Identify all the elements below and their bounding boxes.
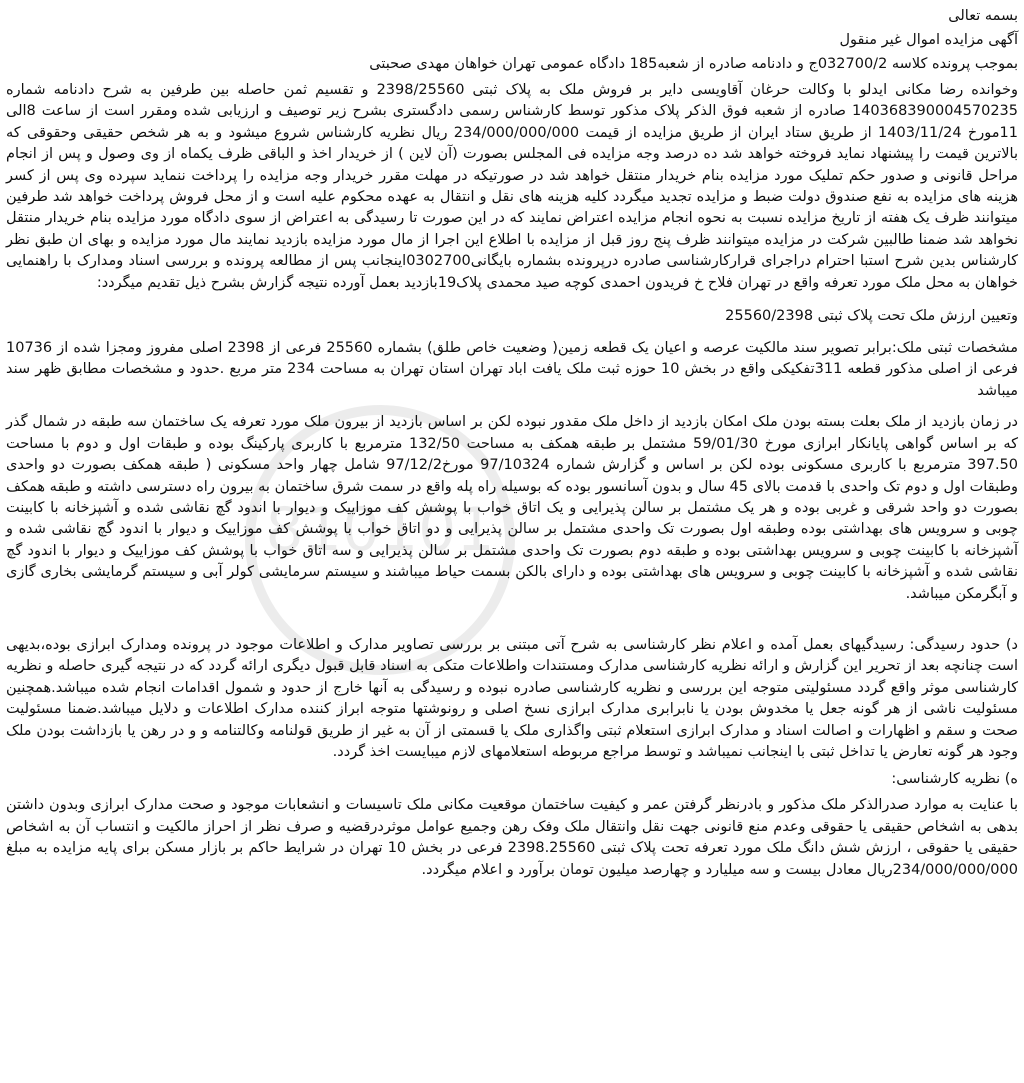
scope-paragraph: د) حدود رسیدگی: رسیدگیهای بعمل آمده و اعلام نظر کارشناسی به شرح آتی مبتنی بر بررسی تصاویر مدارک و اطلاعات موجود در پرونده ومدارک ابرازی بوده،بدیهی است چنانچه بعد از تحریر این گزارش و ارائه نظریه کارشناسی مدارک ومستندات واطلاعات متکی به اسناد قابل قبول دیگری ارائه گردد که در نتیجه گیری حاصله و نظریه کارشناسی موثر واقع گردد مسئولیتی متوجه این بررسی و نظریه کارشناسی صادره نبوده و رسیدگی به آنها خارج از حدود و شمول اقدامات انجام شده میباشد.همچنین مسئولیت ناشی از هر گونه جعل یا مخدوش بودن یا نابرابری مدارک ابرازی نسخ اصلی و رونوشتها متوجه ابراز کننده مدارک اطلاعات و دلایل میباشد.ضمنا مسئولیت صحت و سقم و اظهارات و اصالت اسناد و مدارک ابرازی استعلام ثبتی واگذاری ملک یا قسمتی از آن به غیر از طریق قولنامه وکالتنامه و و در رهن یا بازداشت بودن ملک وجود هر گونه تعارض یا تداخل ثبتی با اینجانب نمیباشد و توسط مراجع مربوطه استعلامهای لازم میبایست اخذ گردد. xyxy=(6,636,1018,760)
opinion-paragraph: با عنایت به موارد صدرالذکر ملک مذکور و بادرنظر گرفتن عمر و کیفیت ساختمان موقعیت مکانی ملک تاسیسات و انشعابات موجود و صحت مدارک ابرازی وبدون داشتن بدهی به اشخاص حقیقی یا حقوقی وعدم منع قانونی جهت نقل وانتقال ملک وفک رهن وجمیع عوامل موثردرقضیه و صرف نظر از احراز مالکیت و انتساب آن به اشخاص حقیقی یا حقوقی ، ارزش شش دانگ ملک مورد تعرفه تحت پلاک ثبتی 2398.25560 فرعی در بخش 10 تهران در شرایط حاکم بر بازار مسکن برای پایه مزایده به مبلغ 234/000/000/000ریال معادل بیست و سه میلیارد و چهارصد میلیون تومان برآورد و اعلام میگردد. xyxy=(6,797,1018,878)
spacer xyxy=(6,402,1018,412)
case-line: بموجب پرونده کلاسه 032700/2ج و دادنامه صادره از شعبه185 دادگاه عمومی تهران خواهان مهدی صحبتی xyxy=(369,56,1018,72)
spacer xyxy=(6,605,1018,635)
spacer xyxy=(6,328,1018,338)
spacer xyxy=(6,294,1018,304)
document-heading: بسمه تعالی xyxy=(948,8,1018,24)
valuation-heading: وتعیین ارزش ملک تحت پلاک ثبتی 25560/2398 xyxy=(725,308,1018,325)
opinion-heading: ه) نظریه کارشناسی: xyxy=(891,771,1018,788)
registration-paragraph: مشخصات ثبتی ملک:برابر تصویر سند مالکیت عرصه و اعیان یک قطعه زمین( وضعیت خاص طلق) بشماره 25560 فرعی از 2398 اصلی مفروز ومجزا شده از 10736 فرعی از اصلی مذکور قطعه 311تفکیکی واقع در بخش 10 حوزه ثبت ملک یافت اباد تهران استان تهران به مساحت 234 متر مربع .حدود و مشخصات مطابق ظهر سند میباشد xyxy=(6,340,1018,399)
inspection-paragraph: در زمان بازدید از ملک بعلت بسته بودن ملک امکان بازدید از داخل ملک مقدور نبوده لکن بر اساس بازدید از بیرون ملک مورد تعرفه یک ساختمان سه طبقه در شمال گذر که بر اساس گواهی پایانکار ابرازی مورخ 59/01/30 مشتمل بر طبقه همکف به مساحت 132/50 مترمربع با کاربری پارکینگ بوده و طبقات اول و دوم با مساحت 397.50 مترمربع با کاربری مسکونی بوده لکن بر اساس و گزارش شماره 97/10324 مورخ97/12/2 شامل چهار واحد مسکونی ( طبقه همکف بصورت دو واحدی وطبقات اول و دوم تک واحدی با قدمت بالای 45 سال و بدون آسانسور بوده که بوسیله راه پله واقع در سمت شرق ساختمان به بیرون راه دسترسی داشته و طبقه همکف بصورت دو واحد شرقی و غربی بوده و هر یک مشتمل بر سالن پذیرایی و یک اتاق خواب با پوشش کف موزاییک و دیوار با اندود گچ نقاشی شده و آشپزخانه با کابینت چوبی و سرویس های بهداشتی بوده وطبقه اول بصورت تک واحدی مشتمل بر سالن پذیرایی و دو اتاق خواب با پوشش کف موزاییک و دیوار با اندود گچ نقاشی شده و آشپزخانه با کابینت چوبی و سرویس بهداشتی بوده و طبقه دوم بصورت تک واحدی مشتمل بر سالن پذیرایی و سه اتاق خواب با پوشش کف موزاییک و دیوار با اندود گچ نقاشی شده و آشپزخانه با کابینت چوبی و سرویس های بهداشتی بوده و دارای بالکن بسمت حیاط میباشند و سیستم سرمایشی کولر آبی و سیستم گرمایشی بخاری گازی و آبگرمکن میباشد. xyxy=(6,414,1019,602)
intro-paragraph: وخوانده رضا مکانی ایدلو با وکالت حرغان آقاویسی دایر بر فروش ملک به پلاک ثبتی 2398/25560 و تقسیم ثمن حاصله بین طرفین به شرح دادنامه شماره 140368390004570235 صادره از شعبه فوق الذکر پلاک مذکور توسط کارشناس رسمی دادگستری بشرح زیر توصیف و ارزیابی شده ومقرر است از ساعت 8الی 11مورخ 1403/11/24 از طریق ستاد ایران از طریق مزایده از قیمت 234/000/000/000 ریال نظریه کارشناس شروع میشود و به هر شخص حقیقی وحقوقی که بالاترین قیمت را پیشنهاد نماید فروخته خواهد شد ده درصد وجه مزایده فی المجلس بصورت (آن لاین ) از خریدار اخذ و الباقی ظرف یکماه از وی وصول و پس از انجام مراحل قانونی و صدور حکم تملیک مورد مزایده بنام خریدار منتقل خواهد شد در صورتیکه در مهلت مقرر خریدار وجه مزایده را پرداخت ننماید سپرده وی پس از کسر هزینه های مزایده به نفع صندوق دولت ضبط و مزایده تجدید میگردد کلیه هزینه های نقل و انتقال به عهده محکوم علیه است و از محل فروش پرداخت خواهد شد طرفین میتوانند ظرف یک هفته از تاریخ مزایده نسبت به نحوه انجام مزایده اعتراض نمایند که در این صورت تا رسیدگی به اعتراض از سوی دادگاه مورد مزایده بنام خریدار منتقل نخواهد شد ضمنا طالبین شرکت در مزایده میتوانند ظرف پنج روز قبل از مزایده با اطلاع این اجرا از مال مورد مزایده بازدید نمایند مال مورد مزایده و بهای ان طبق نظر کارشناس بدین شرح استبا احترام دراجرای قرارکارشناسی صادره درپرونده بشماره بایگانی0302700اینجانب پس از مطالعه پرونده و بررسی اسناد ومدارک با راهنمایی خواهان به محل ملک مورد تعرفه واقع در تهران فلاح خ فریدون احمدی کوچه صید محمدی پلاک19بازدید بعمل آورده نتیجه گزارش بشرح ذیل تقدیم میگردد: xyxy=(6,82,1018,291)
watermark-digits: 810101 xyxy=(265,495,495,565)
document-title: آگهی مزایده اموال غیر منقول xyxy=(839,32,1018,48)
